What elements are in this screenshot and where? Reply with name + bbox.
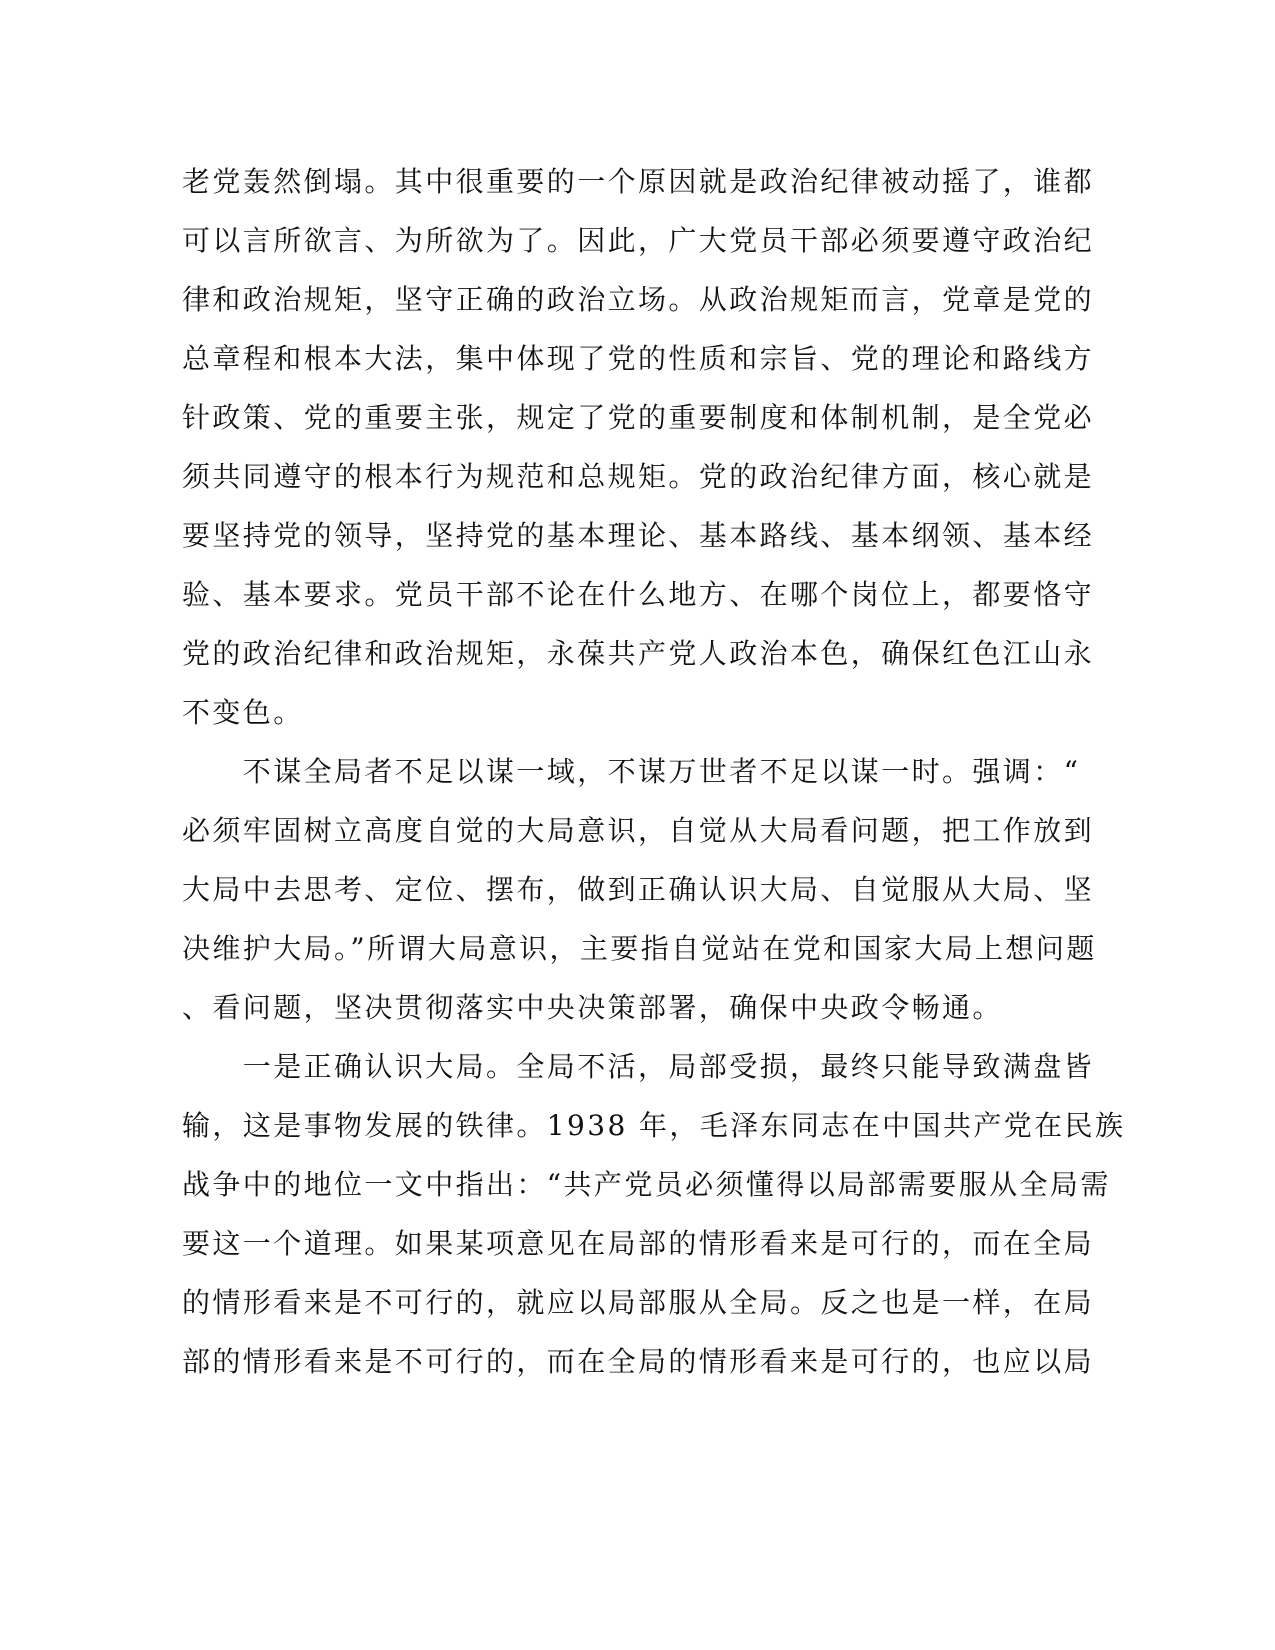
body-text [182, 162, 1126, 1401]
text-line: 不变色。 [182, 696, 304, 729]
text-line: 不谋全局者不足以谋一域，不谋万世者不足以谋一时。强调：“ [182, 755, 1081, 788]
text-line: 部的情形看来是不可行的，而在全局的情形看来是可行的，也应以局 [182, 1345, 1095, 1378]
text-line: 律和政治规矩，坚守正确的政治立场。从政治规矩而言，党章是党的 [182, 283, 1095, 316]
text-line: 老党轰然倒塌。其中很重要的一个原因就是政治纪律被动摇了，谁都 [182, 165, 1095, 198]
text-line: 党的政治纪律和政治规矩，永葆共产党人政治本色，确保红色江山永 [182, 637, 1095, 670]
text-line: 要这一个道理。如果某项意见在局部的情形看来是可行的，而在全局 [182, 1227, 1095, 1260]
text-line: 决维护大局。”所谓大局意识，主要指自觉站在党和国家大局上想问题 [182, 932, 1097, 965]
text-line: 针政策、党的重要主张，规定了党的重要制度和体制机制，是全党必 [182, 401, 1095, 434]
text-line: 要坚持党的领导，坚持党的基本理论、基本路线、基本纲领、基本经 [182, 519, 1095, 552]
text-line: 必须牢固树立高度自觉的大局意识，自觉从大局看问题，把工作放到 [182, 814, 1095, 847]
text-line: 须共同遵守的根本行为规范和总规矩。党的政治纪律方面，核心就是 [182, 460, 1095, 493]
text-line: 可以言所欲言、为所欲为了。因此，广大党员干部必须要遵守政治纪 [182, 224, 1095, 257]
text-line: 、看问题，坚决贯彻落实中央决策部署，确保中央政令畅通。 [182, 991, 1003, 1024]
text-line: 一是正确认识大局。全局不活，局部受损，最终只能导致满盘皆 [182, 1050, 1095, 1083]
text-line: 大局中去思考、定位、摆布，做到正确认识大局、自觉服从大局、坚 [182, 873, 1095, 906]
text-line: 战争中的地位一文中指出：“共产党员必须懂得以局部需要服从全局需 [182, 1168, 1111, 1201]
text-line: 总章程和根本大法，集中体现了党的性质和宗旨、党的理论和路线方 [182, 342, 1095, 375]
text-line: 输，这是事物发展的铁律。1938 年，毛泽东同志在中国共产党在民族 [182, 1109, 1126, 1142]
text-line: 验、基本要求。党员干部不论在什么地方、在哪个岗位上，都要恪守 [182, 578, 1095, 611]
text-line: 的情形看来是不可行的，就应以局部服从全局。反之也是一样，在局 [182, 1286, 1095, 1319]
